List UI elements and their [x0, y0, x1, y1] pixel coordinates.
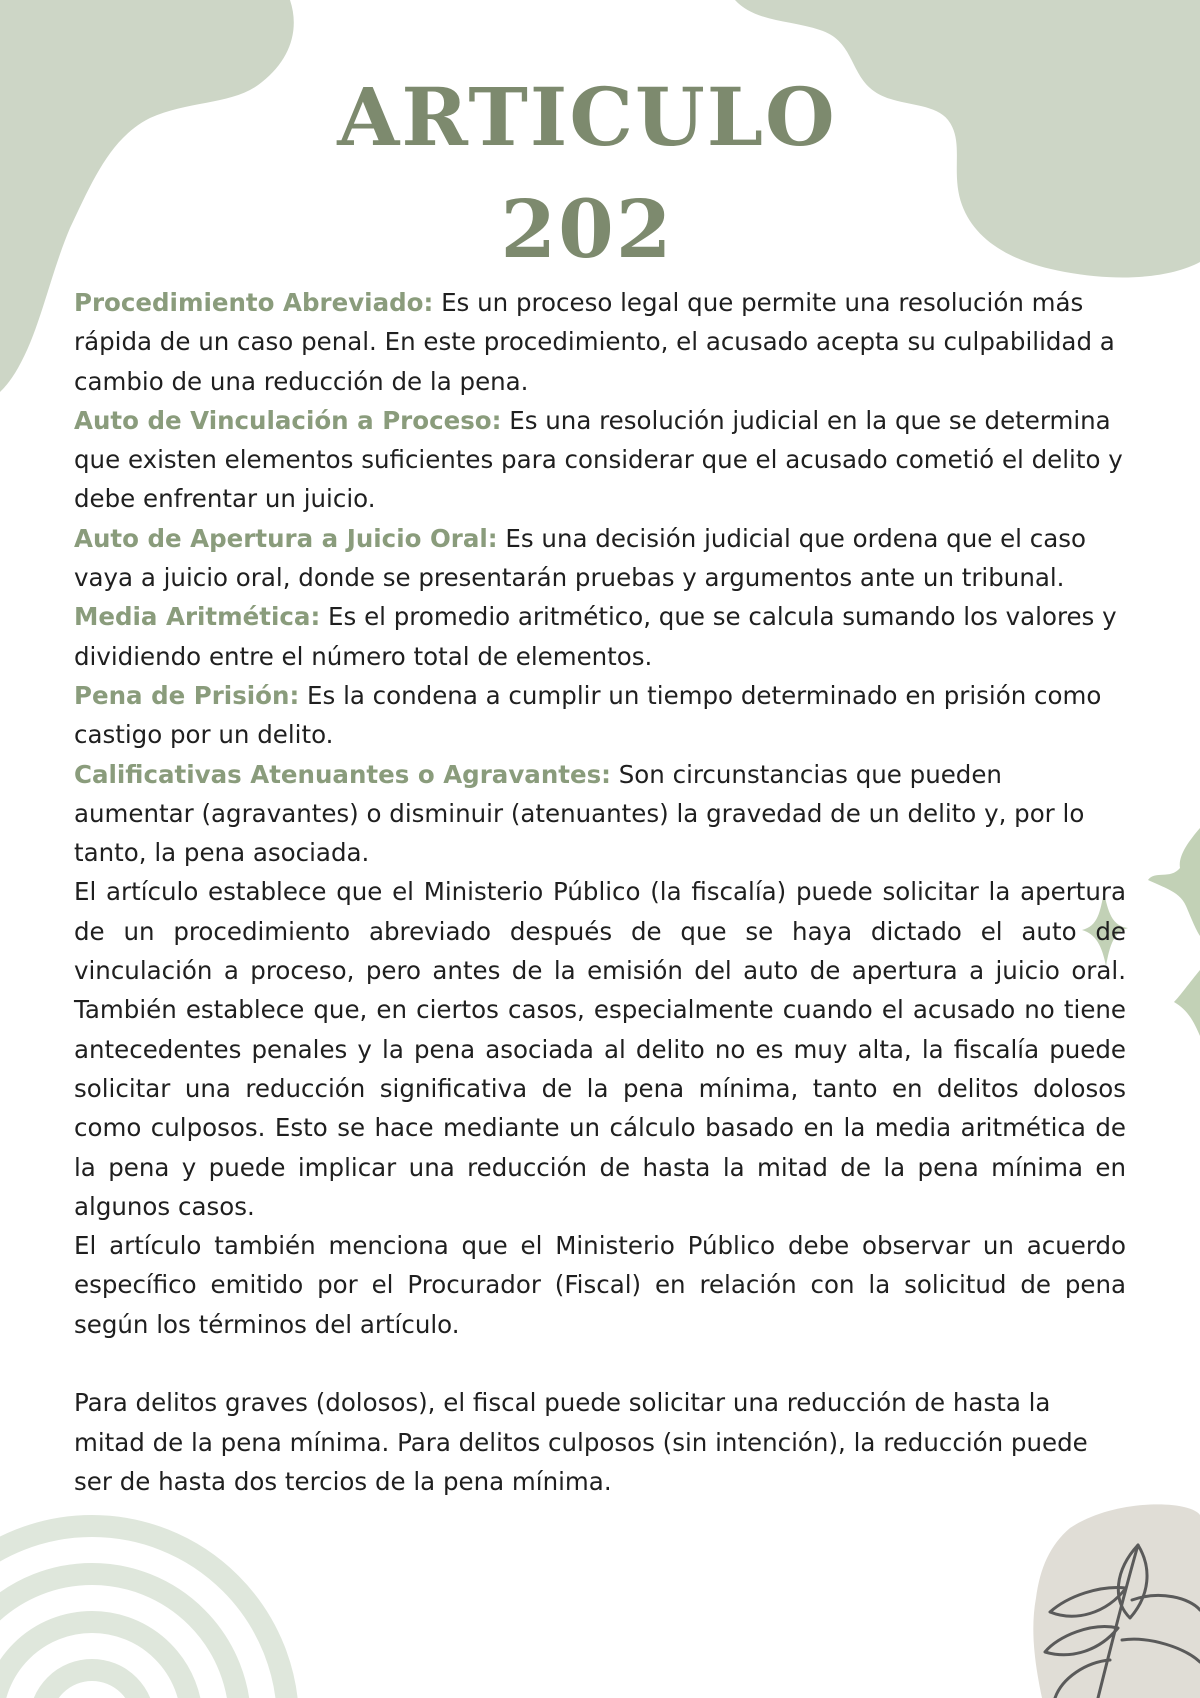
definition-term: Calificativas Atenuantes o Agravantes: [74, 759, 611, 789]
concentric-arcs-decoration [0, 1526, 288, 1698]
body-paragraph: El artículo establece que el Ministerio Público (la fiscalía) puede solicitar la apertura de un procedimiento abreviado después de que se haya dictado el auto de vinculación a proceso, pero antes de la emisión del auto de apertura a juicio oral. También establece que, en ciertos casos, especialmente cuando el acusado no tiene antecedentes penales y la pena asociada al delito no es muy alta, la fiscalía puede solicitar una reducción significativa de la pena mínima, tanto en delitos dolosos como culposos. Esto se hace mediante un cálculo basado en la media aritmética de la pena y puede implicar una reducción de hasta la mitad de la pena mínima en algunos casos. [74, 877, 1126, 1221]
definition-item [74, 755, 1126, 873]
definition-term: Pena de Prisión: [74, 680, 300, 710]
body-paragraph: El artículo también menciona que el Ministerio Público debe observar un acuerdo específico emitido por el Procurador (Fiscal) en relación con la solicitud de pena según los términos del artículo. [74, 1231, 1126, 1339]
closing-paragraph: Para delitos graves (dolosos), el fiscal puede solicitar una reducción de hasta la mitad de la pena mínima. Para delitos culposos (sin intención), la reducción puede ser de hasta dos tercios de la pena mínima. [74, 1388, 1088, 1496]
definition-text: Es la condena a cumplir un tiempo determinado en prisión como castigo por un delito. [74, 680, 1102, 750]
page-title: ARTICULO [337, 70, 837, 164]
star-decoration-bottom [1174, 970, 1200, 1036]
definition-item [74, 401, 1126, 519]
definition-term: Procedimiento Abreviado: [74, 288, 434, 317]
definition-term: Media Aritmética: [74, 602, 321, 632]
definition-item [74, 676, 1126, 755]
definition-term: Auto de Vinculación a Proceso: [74, 405, 502, 435]
paragraph-spacer [74, 1344, 1126, 1383]
definition-item [74, 597, 1126, 676]
definition-text: Es el promedio aritmético, que se calcula sumando los valores y dividiendo entre el número total de elementos. [74, 602, 1117, 671]
article-number: 202 [500, 182, 674, 276]
article-content [74, 283, 1126, 1501]
definition-term: Auto de Apertura a Juicio Oral: [74, 523, 498, 553]
bottom-right-blob [1033, 1504, 1200, 1698]
definition-item [74, 519, 1126, 598]
star-decoration-large [1148, 828, 1200, 936]
definition-text: Es un proceso legal que permite una resolución más rápida de un caso penal. En este procedimiento, el acusado acepta su culpabilidad a cambio de una reducción de la pena. [74, 288, 1115, 396]
definition-text: Son circunstancias que pueden aumentar (agravantes) o disminuir (atenuantes) la gravedad de un delito y, por lo tanto, la pena asociada. [74, 759, 1085, 868]
definition-text: Es una resolución judicial en la que se determina que existen elementos suficientes para considerar que el acusado cometió el delito y debe enfrentar un juicio. [74, 405, 1123, 514]
definition-item [74, 283, 1126, 401]
definition-text: Es una decisión judicial que ordena que el caso vaya a juicio oral, donde se presentarán pruebas y argumentos ante un tribunal. [74, 523, 1087, 593]
